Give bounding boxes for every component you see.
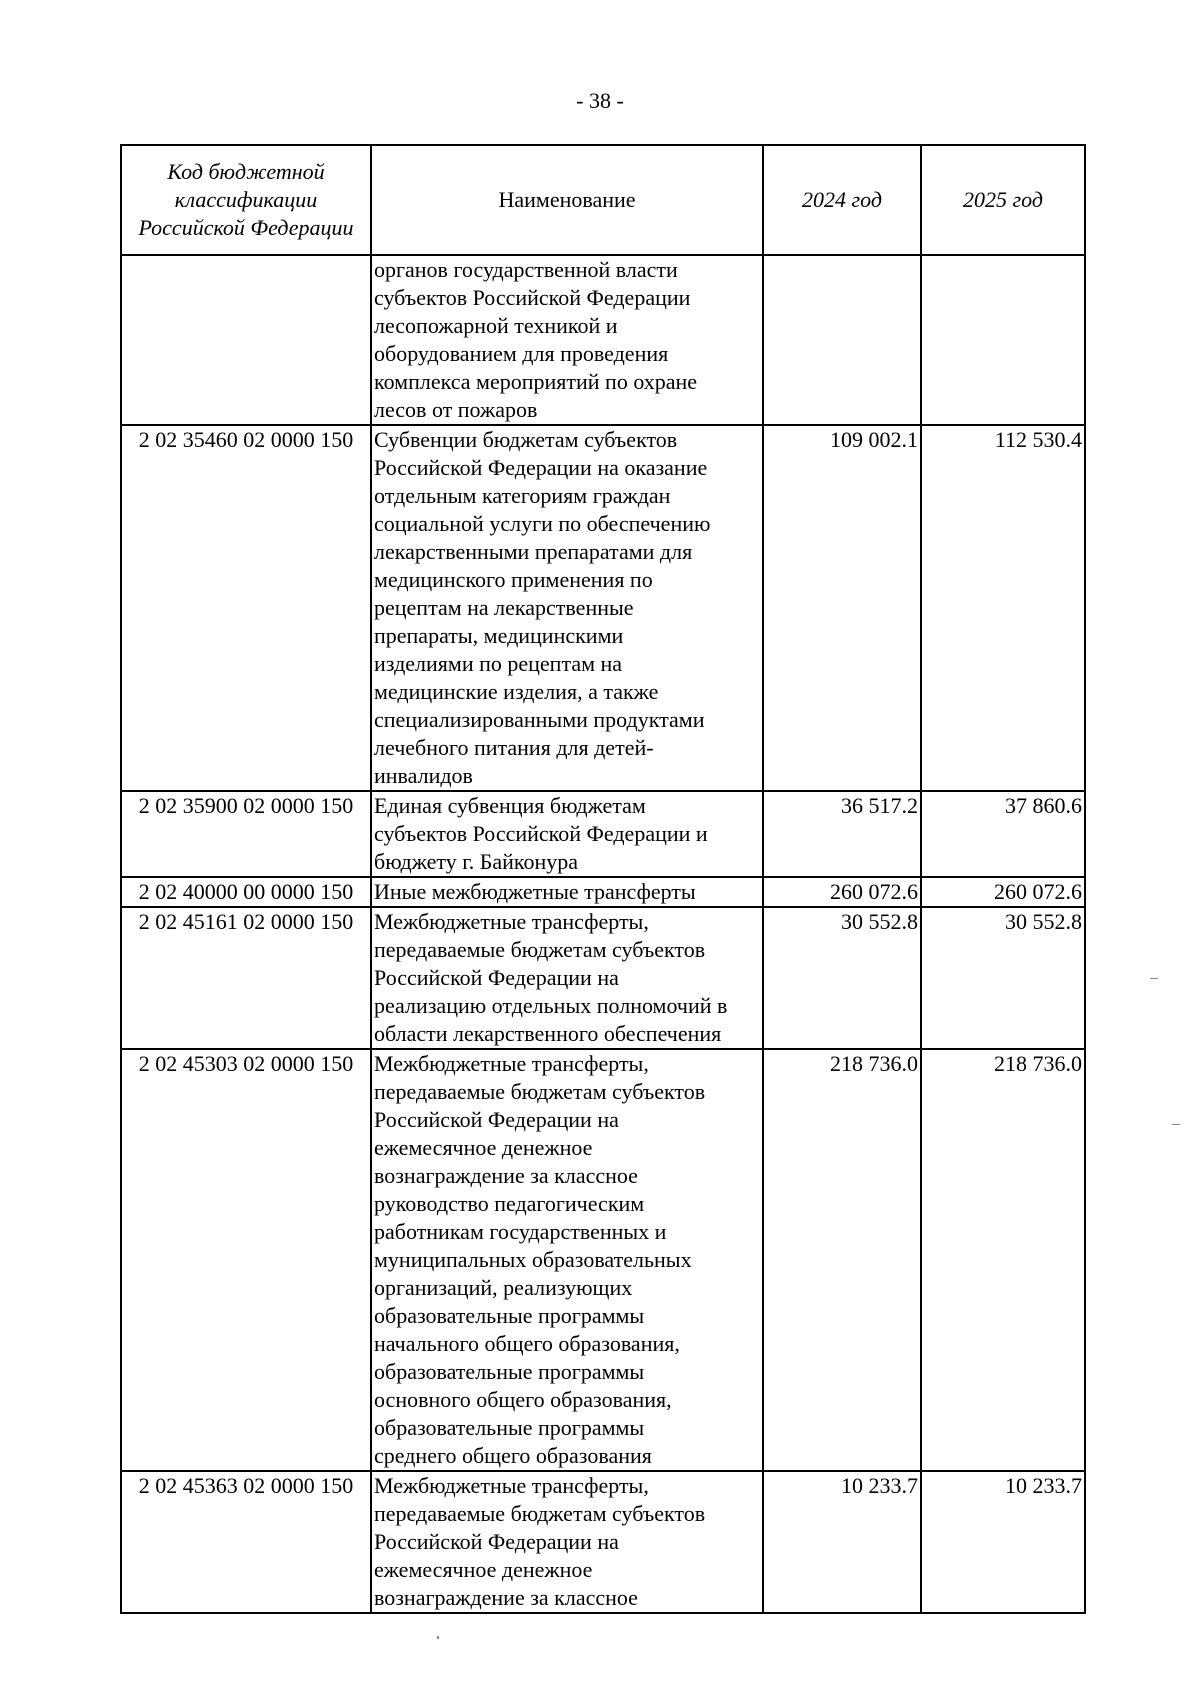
row-name-line: бюджету г. Байконура bbox=[374, 849, 579, 874]
scan-speck bbox=[1150, 978, 1158, 979]
row-name-line: ежемесячное денежное bbox=[374, 1135, 593, 1160]
row-name-line: комплекса мероприятий по охране bbox=[374, 369, 698, 394]
row-name-line: лечебного питания для детей- bbox=[374, 735, 654, 760]
row-name-line: специализированными продуктами bbox=[374, 707, 705, 732]
row-value-2024: 218 736.0 bbox=[763, 1049, 921, 1471]
row-name-line: социальной услуги по обеспечению bbox=[374, 511, 711, 536]
table-row bbox=[121, 791, 1085, 877]
row-name-line: Субвенции бюджетам субъектов bbox=[374, 427, 678, 452]
table-row bbox=[121, 1049, 1085, 1471]
row-name-line: отдельным категориям граждан bbox=[374, 483, 671, 508]
header-year-2025: 2025 год bbox=[921, 145, 1085, 255]
row-name bbox=[371, 907, 763, 1049]
row-name-line: муниципальных образовательных bbox=[374, 1247, 692, 1272]
row-name-line: вознаграждение за классное bbox=[374, 1163, 638, 1188]
row-name-line: Единая субвенция бюджетам bbox=[374, 793, 646, 818]
budget-table bbox=[120, 144, 1086, 1614]
row-name-line: препараты, медицинскими bbox=[374, 623, 624, 648]
row-code bbox=[121, 255, 371, 425]
row-value-2025 bbox=[921, 255, 1085, 425]
row-value-2024 bbox=[763, 255, 921, 425]
row-name bbox=[371, 425, 763, 791]
row-name-line: ежемесячное денежное bbox=[374, 1557, 593, 1582]
row-name-line: среднего общего образования bbox=[374, 1443, 652, 1468]
row-name bbox=[371, 1471, 763, 1613]
row-name-line: Российской Федерации на bbox=[374, 1529, 619, 1554]
row-name-line: организаций, реализующих bbox=[374, 1275, 633, 1300]
row-name-line: Иные межбюджетные трансферты bbox=[374, 879, 696, 904]
row-name-line: Российской Федерации на bbox=[374, 965, 619, 990]
row-value-2024: 260 072.6 bbox=[763, 877, 921, 907]
row-name bbox=[371, 877, 763, 907]
table-row bbox=[121, 255, 1085, 425]
row-name-line: Межбюджетные трансферты, bbox=[374, 1473, 649, 1498]
row-code: 2 02 45363 02 0000 150 bbox=[121, 1471, 371, 1613]
row-name-line: реализацию отдельных полномочий в bbox=[374, 993, 728, 1018]
row-name-line: Межбюджетные трансферты, bbox=[374, 1051, 649, 1076]
header-name: Наименование bbox=[371, 145, 763, 255]
row-name-line: начального общего образования, bbox=[374, 1331, 680, 1356]
row-name-line: вознаграждение за классное bbox=[374, 1585, 638, 1610]
row-name-line: органов государственной власти bbox=[374, 257, 678, 282]
row-name-line: Межбюджетные трансферты, bbox=[374, 909, 649, 934]
row-name-line: лекарственными препаратами для bbox=[374, 539, 693, 564]
row-value-2025: 218 736.0 bbox=[921, 1049, 1085, 1471]
table-row bbox=[121, 907, 1085, 1049]
row-name-line: субъектов Российской Федерации bbox=[374, 285, 691, 310]
table-header-row bbox=[121, 145, 1085, 255]
row-name-line: инвалидов bbox=[374, 763, 473, 788]
row-name-line: лесопожарной техникой и bbox=[374, 313, 618, 338]
row-name bbox=[371, 1049, 763, 1471]
table-row bbox=[121, 1471, 1085, 1613]
row-name bbox=[371, 791, 763, 877]
row-name-line: лесов от пожаров bbox=[374, 397, 538, 422]
row-value-2024: 30 552.8 bbox=[763, 907, 921, 1049]
row-value-2024: 36 517.2 bbox=[763, 791, 921, 877]
row-name-line: медицинского применения по bbox=[374, 567, 653, 592]
row-code: 2 02 35900 02 0000 150 bbox=[121, 791, 371, 877]
row-name-line: Российской Федерации на bbox=[374, 1107, 619, 1132]
row-name-line: Российской Федерации на оказание bbox=[374, 455, 708, 480]
scan-speck bbox=[1172, 1124, 1180, 1125]
row-name-line: изделиями по рецептам на bbox=[374, 651, 623, 676]
row-name-line: руководство педагогическим bbox=[374, 1191, 645, 1216]
scan-speck bbox=[437, 1636, 439, 1639]
table-row bbox=[121, 425, 1085, 791]
row-name-line: работникам государственных и bbox=[374, 1219, 667, 1244]
row-code: 2 02 35460 02 0000 150 bbox=[121, 425, 371, 791]
row-name-line: субъектов Российской Федерации и bbox=[374, 821, 708, 846]
row-name-line: медицинские изделия, а также bbox=[374, 679, 659, 704]
table-body bbox=[121, 255, 1085, 1613]
row-name-line: образовательные программы bbox=[374, 1415, 645, 1440]
row-code: 2 02 45161 02 0000 150 bbox=[121, 907, 371, 1049]
row-name-line: рецептам на лекарственные bbox=[374, 595, 634, 620]
row-name-line: области лекарственного обеспечения bbox=[374, 1021, 722, 1046]
row-code: 2 02 40000 00 0000 150 bbox=[121, 877, 371, 907]
row-name-line: образовательные программы bbox=[374, 1359, 645, 1384]
row-value-2024: 109 002.1 bbox=[763, 425, 921, 791]
table-row bbox=[121, 877, 1085, 907]
row-name-line: передаваемые бюджетам субъектов bbox=[374, 1501, 706, 1526]
row-value-2025: 37 860.6 bbox=[921, 791, 1085, 877]
row-name-line: оборудованием для проведения bbox=[374, 341, 669, 366]
row-value-2025: 30 552.8 bbox=[921, 907, 1085, 1049]
row-name bbox=[371, 255, 763, 425]
row-name-line: передаваемые бюджетам субъектов bbox=[374, 937, 706, 962]
page-number: - 38 - bbox=[576, 88, 624, 113]
row-value-2025: 260 072.6 bbox=[921, 877, 1085, 907]
row-name-line: основного общего образования, bbox=[374, 1387, 672, 1412]
header-code: Код бюджетной классификации Российской Федерации bbox=[121, 145, 371, 255]
row-value-2025: 10 233.7 bbox=[921, 1471, 1085, 1613]
row-name-line: образовательные программы bbox=[374, 1303, 645, 1328]
row-name-line: передаваемые бюджетам субъектов bbox=[374, 1079, 706, 1104]
row-code: 2 02 45303 02 0000 150 bbox=[121, 1049, 371, 1471]
row-value-2024: 10 233.7 bbox=[763, 1471, 921, 1613]
header-year-2024: 2024 год bbox=[763, 145, 921, 255]
row-value-2025: 112 530.4 bbox=[921, 425, 1085, 791]
